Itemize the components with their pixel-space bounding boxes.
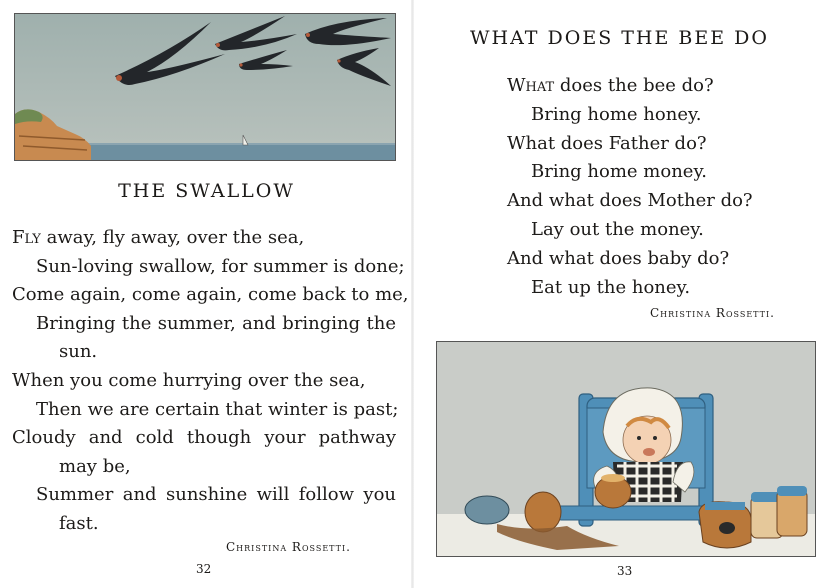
poem-stanzas (507, 72, 807, 302)
poem-line: Bring home honey. (531, 103, 702, 125)
poem-line: Sun-loving swallow, for summer is done; (36, 255, 405, 277)
poem-line: When you come hurrying over the sea, (12, 369, 366, 391)
poem-line: And what does Mother do? (507, 190, 753, 212)
poem-line: What does Father do? (507, 132, 707, 154)
poem-line: Then we are certain that winter is past; (36, 398, 399, 420)
poem-line: sun. (59, 341, 98, 363)
bee-illustration (436, 341, 816, 557)
poem-author: Christina Rossetti. (650, 306, 775, 320)
poem-title: WHAT DOES THE BEE DO (470, 27, 769, 49)
swallows-over-sea-illustration (15, 14, 395, 160)
poem-line: Eat up the honey. (531, 276, 691, 298)
poem-line: Cloudy and cold though your pathway (12, 427, 396, 449)
poem-author: Christina Rossetti. (226, 540, 351, 554)
poem-title: THE SWALLOW (118, 180, 295, 202)
poem-line: Bring home money. (531, 161, 707, 183)
page-number: 33 (617, 564, 633, 578)
poem-line: And what does baby do? (507, 247, 730, 269)
baby-eating-honey-illustration (437, 342, 815, 556)
poem-line: Lay out the money. (531, 218, 704, 240)
poem-stanzas (12, 224, 409, 539)
poem-line: fast. (59, 512, 99, 534)
poem-line: Come again, come again, come back to me, (12, 284, 409, 306)
poem-line: Fly away, fly away, over the sea, (12, 227, 305, 248)
poem-line: Summer and sunshine will follow you (36, 484, 396, 506)
poem-line: What does the bee do? (507, 75, 714, 96)
right-page (413, 0, 826, 588)
page-number: 32 (196, 562, 212, 576)
poem-line: Bringing the summer, and bringing the (36, 312, 396, 334)
swallow-illustration (14, 13, 396, 161)
poem-line: may be, (59, 455, 131, 477)
